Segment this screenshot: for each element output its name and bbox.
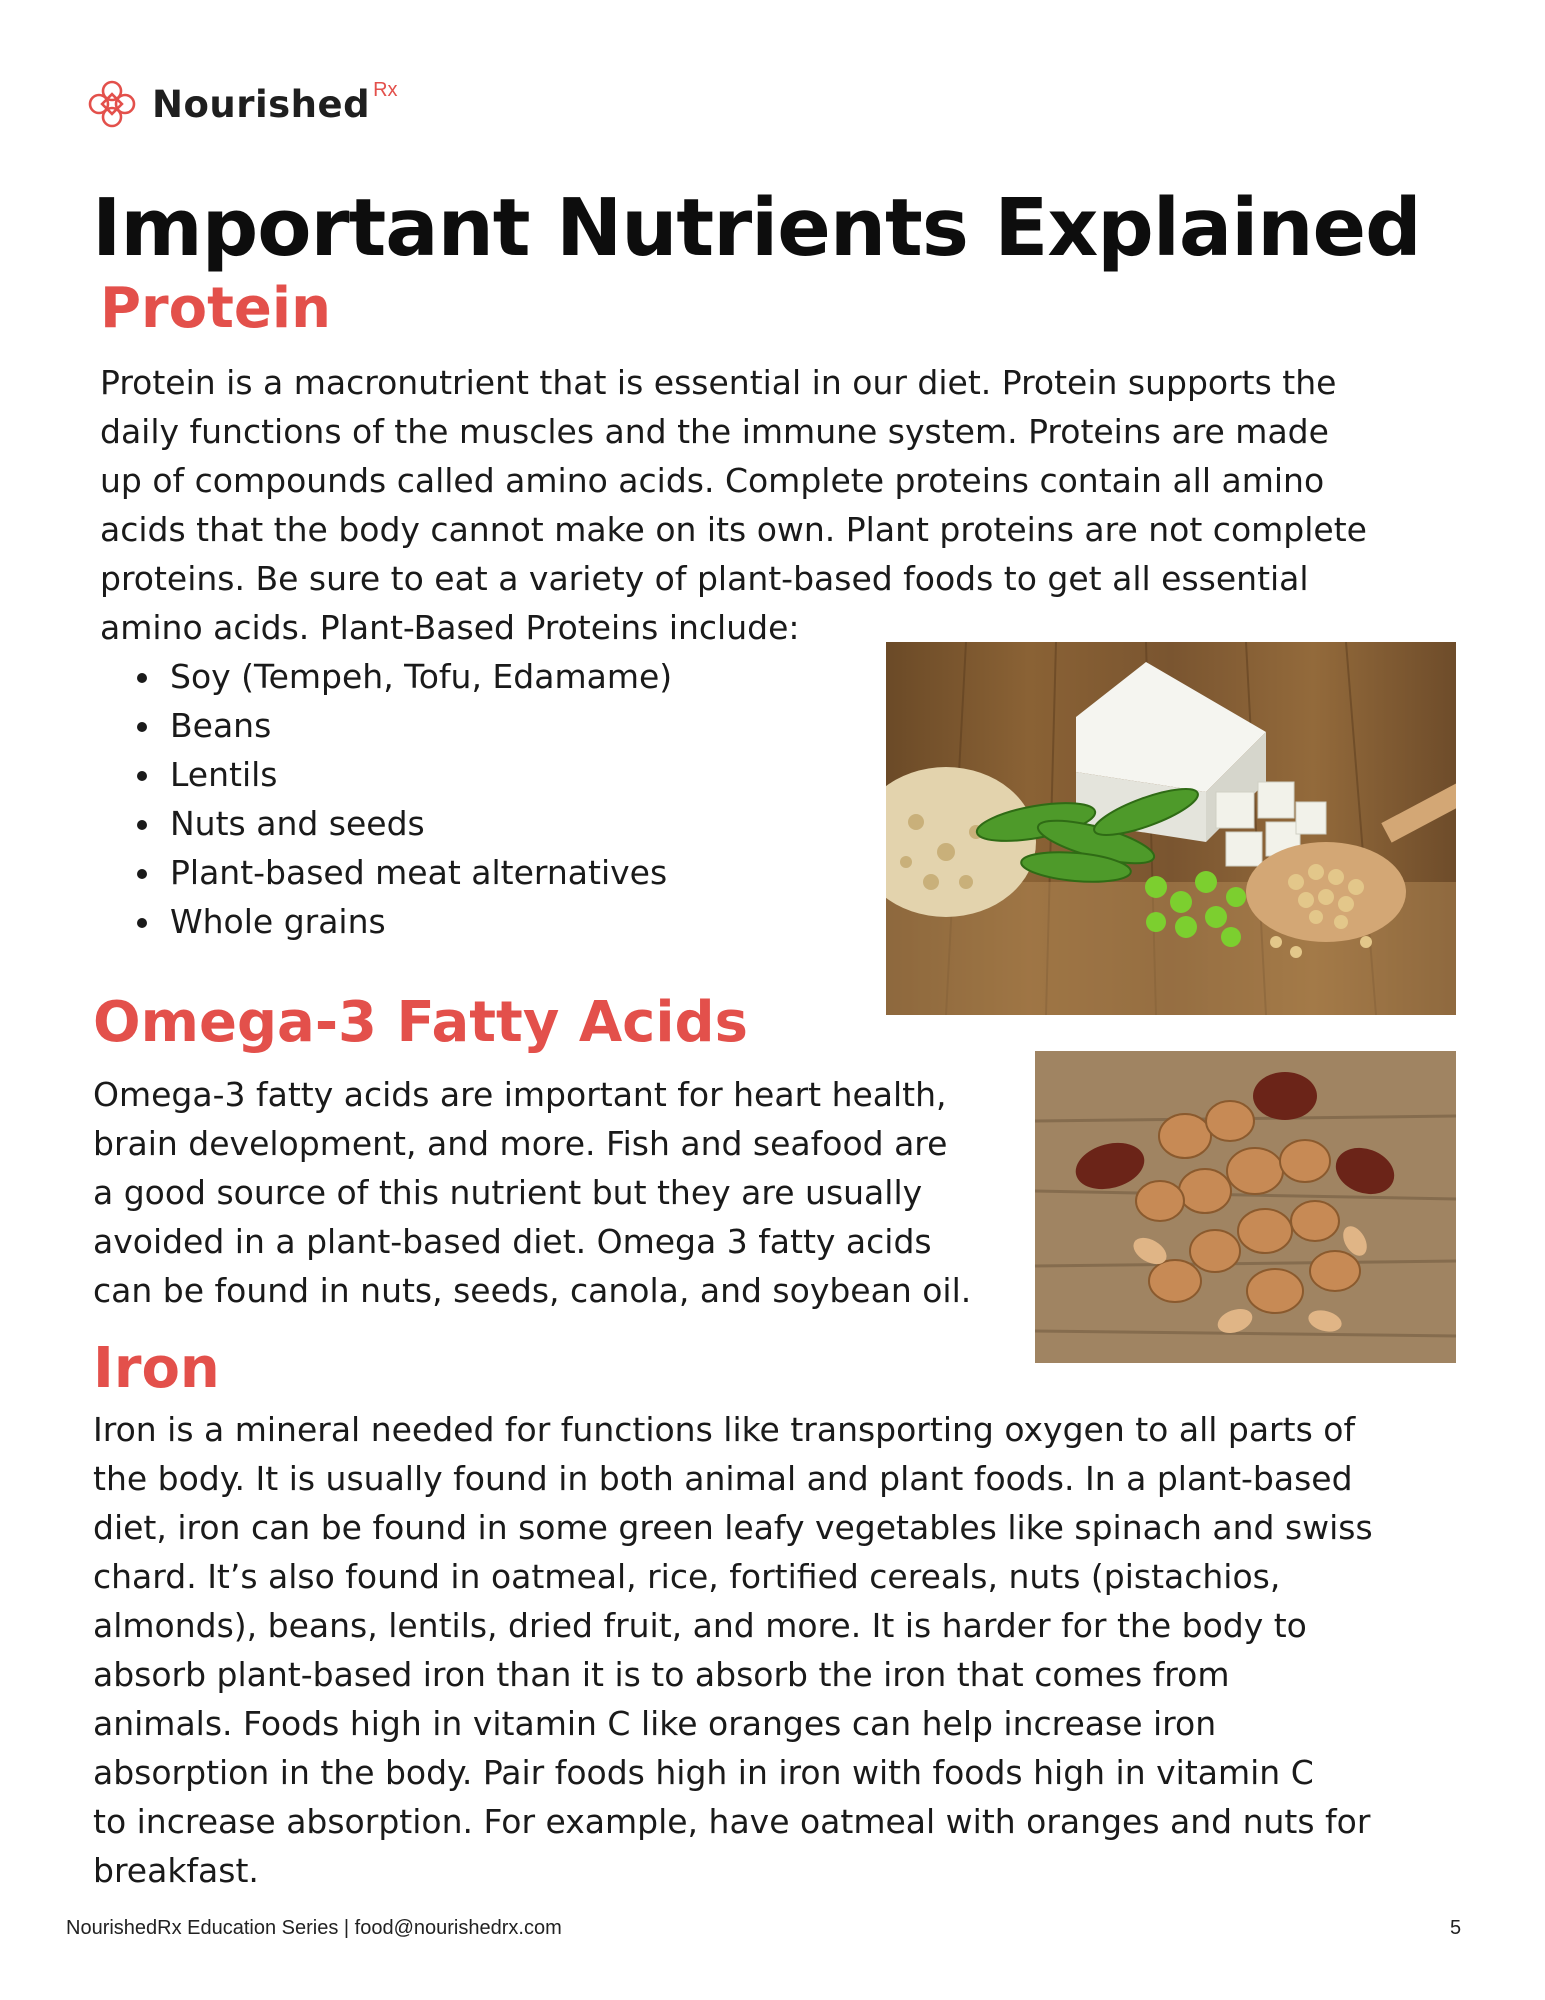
protein-line: up of compounds called amino acids. Complete proteins contain all amino xyxy=(100,461,1325,500)
brand-name: Nourished xyxy=(152,82,371,126)
footer-text: NourishedRx Education Series | food@nourishedrx.com xyxy=(66,1917,562,1939)
list-item: Whole grains xyxy=(100,897,672,946)
flower-logo-icon xyxy=(86,78,138,130)
protein-line: amino acids. Plant-Based Proteins include: xyxy=(100,608,800,647)
omega-heading: Omega-3 Fatty Acids xyxy=(93,990,748,1055)
omega-line: brain development, and more. Fish and seafood are xyxy=(93,1124,948,1163)
iron-line: animals. Foods high in vitamin C like oranges can help increase iron xyxy=(93,1704,1217,1743)
iron-heading: Iron xyxy=(93,1336,220,1401)
iron-line: absorption in the body. Pair foods high in iron with foods high in vitamin C xyxy=(93,1753,1314,1792)
protein-line: Protein is a macronutrient that is essential in our diet. Protein supports the xyxy=(100,363,1337,402)
iron-line: to increase absorption. For example, have oatmeal with oranges and nuts for xyxy=(93,1802,1371,1841)
page-number: 5 xyxy=(1450,1917,1462,1939)
page-title: Important Nutrients Explained xyxy=(92,182,1421,274)
protein-line: proteins. Be sure to eat a variety of plant-based foods to get all essential xyxy=(100,559,1309,598)
iron-paragraph xyxy=(93,1405,1373,1895)
brand-logo xyxy=(86,78,398,130)
iron-line: almonds), beans, lentils, dried fruit, and more. It is harder for the body to xyxy=(93,1606,1307,1645)
protein-line: acids that the body cannot make on its own. Plant proteins are not complete xyxy=(100,510,1367,549)
omega-line: Omega-3 fatty acids are important for heart health, xyxy=(93,1075,947,1114)
omega-line: a good source of this nutrient but they are usually xyxy=(93,1173,923,1212)
list-item: Plant-based meat alternatives xyxy=(100,848,672,897)
protein-paragraph xyxy=(100,358,1367,652)
protein-line: daily functions of the muscles and the immune system. Proteins are made xyxy=(100,412,1329,451)
iron-line: breakfast. xyxy=(93,1851,259,1890)
protein-heading: Protein xyxy=(100,276,331,341)
mixed-nuts-icon xyxy=(1035,1051,1456,1363)
tofu-edamame-soybeans-icon xyxy=(886,642,1456,1015)
tofu-edamame-soybeans-photo xyxy=(886,642,1456,1015)
brand-superscript: Rx xyxy=(373,78,398,101)
protein-food-list xyxy=(100,652,672,946)
omega-line: avoided in a plant-based diet. Omega 3 fatty acids xyxy=(93,1222,932,1261)
omega-line: can be found in nuts, seeds, canola, and soybean oil. xyxy=(93,1271,972,1310)
list-item: Nuts and seeds xyxy=(100,799,672,848)
list-item: Beans xyxy=(100,701,672,750)
iron-line: absorb plant-based iron than it is to absorb the iron that comes from xyxy=(93,1655,1230,1694)
omega-paragraph xyxy=(93,1070,971,1315)
iron-line: the body. It is usually found in both animal and plant foods. In a plant-based xyxy=(93,1459,1353,1498)
mixed-nuts-photo xyxy=(1035,1051,1456,1363)
iron-line: Iron is a mineral needed for functions like transporting oxygen to all parts of xyxy=(93,1410,1356,1449)
list-item: Lentils xyxy=(100,750,672,799)
iron-line: chard. It’s also found in oatmeal, rice, fortified cereals, nuts (pistachios, xyxy=(93,1557,1281,1596)
list-item: Soy (Tempeh, Tofu, Edamame) xyxy=(100,652,672,701)
iron-line: diet, iron can be found in some green leafy vegetables like spinach and swiss xyxy=(93,1508,1373,1547)
